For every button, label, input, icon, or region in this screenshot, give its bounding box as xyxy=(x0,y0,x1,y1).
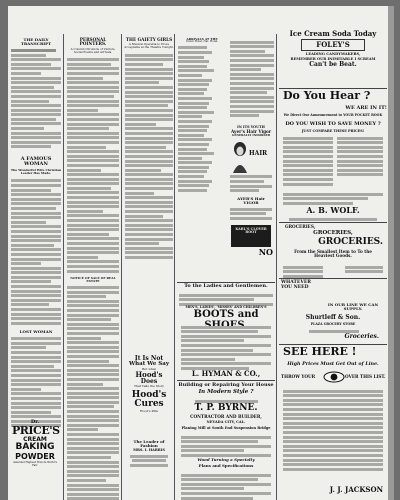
throw-your-line: THROW YOUR xyxy=(281,374,316,379)
boots-and-shoes-headline: BOOTS and xyxy=(193,309,259,320)
remember-line: REMEMBER OUR INIMITABLE I SCREAM xyxy=(290,57,376,62)
plaza-grocery-line: PLAZA GROCERY STORE xyxy=(310,322,356,326)
column-rule xyxy=(121,34,122,500)
personal-pointers-sub: A Column Chronicle of Visitors, Social Events and Arrivals. xyxy=(70,46,116,54)
column-1 xyxy=(10,34,62,500)
short-headline: LOST WOMAN xyxy=(19,329,53,335)
column-rule xyxy=(174,34,175,500)
ad-line: KARL'S CLOVER ROOT xyxy=(235,226,267,235)
cant-be-beat-line: Can't be Beat. xyxy=(309,61,357,69)
column-2 xyxy=(66,34,120,500)
story-headline: A FAMOUS WOMAN xyxy=(20,156,52,168)
masthead: THE DAILY TRANSCRIPT xyxy=(20,37,52,47)
shurtleff-headline: Shurtleff & Son. xyxy=(305,314,361,321)
ad-line: Does xyxy=(140,377,158,385)
gaiety-girls-headline: THE GAIETY GIRLS xyxy=(125,37,173,42)
notice-headline: NOTICE OF SALE OF REAL ESTATE xyxy=(70,276,116,284)
planing-mill-line: Planing Mill at South End Suspension Bridge xyxy=(181,426,271,430)
ad-line: CREAM xyxy=(23,435,47,443)
nevada-city-line: NEVADA CITY, CAL. xyxy=(206,420,246,424)
high-prices-line: High Prices Must Get Out of Line. xyxy=(287,361,379,367)
groceries-line-1: GROCERIES, xyxy=(285,224,316,229)
wood-turning-line: Wood Turning a Specialty xyxy=(197,457,255,462)
foleys-brand: FOLEY'S xyxy=(301,39,365,50)
column-4 xyxy=(177,34,275,500)
column-rule xyxy=(63,34,64,500)
plans-line: Plans and Specifications xyxy=(198,463,254,468)
personal-pointers-headline: PERSONAL POINTERS. xyxy=(79,37,107,47)
compare-prices-line: JUST COMPARE THESE PRICES! xyxy=(301,129,365,133)
fashion-ad xyxy=(125,440,173,468)
do-you-hear-headline: Do You Hear ? xyxy=(283,89,371,102)
shoes-subhead: MEN'S, LADIES', 'MISSES' AND CHILDREN'S xyxy=(185,305,267,309)
we-are-in-it-line: WE ARE IN IT! xyxy=(345,105,387,111)
save-money-headline: DO YOU WISH TO SAVE MONEY ? xyxy=(285,121,381,127)
byrne-headline: T. P. BYRNE. xyxy=(194,403,258,413)
smallest-item-line: From the Smallest Item to To the Heaviest Goods. xyxy=(294,249,372,259)
hyman-headline: L. HYMAN & CO., xyxy=(191,369,261,378)
contractor-line: CONTRACTOR AND BUILDER, xyxy=(190,414,262,419)
newspaper-page xyxy=(8,6,392,500)
ad-brand: PRICE'S xyxy=(12,424,60,438)
ad-line: What We Say xyxy=(128,361,170,368)
page-edge-shadow xyxy=(388,6,394,500)
arrivals-headline: ARRIVALS AT THE xyxy=(186,37,218,41)
ad-line: HAIR xyxy=(249,149,268,157)
ad-brand: Hood's xyxy=(135,370,163,380)
column-5 xyxy=(279,28,387,494)
groceries-line-2: GROCERIES, xyxy=(313,230,353,236)
ayers-hair-vigor-ad xyxy=(229,126,273,278)
price-baking-powder-ad xyxy=(12,420,58,498)
ad-brand: Hood's xyxy=(131,389,167,400)
building-headline: Building or Repairing Your House xyxy=(178,382,274,388)
ladies-headline: To the Ladies and Gentlemen. xyxy=(184,283,268,289)
eye-icon xyxy=(323,371,345,383)
see-here-headline: SEE HERE ! xyxy=(283,345,357,358)
karls-clover-ad xyxy=(231,225,271,247)
ad-line: Cures xyxy=(134,399,164,410)
column-rule xyxy=(276,34,277,500)
ad-line: GENERALLY INDORSED xyxy=(231,132,271,137)
hoods-ad xyxy=(125,356,173,436)
our-line-supply: IN OUR LINE WE CAN SUPPLY. xyxy=(327,302,379,312)
over-this-list-line: OVER THIS LIST. xyxy=(345,374,386,379)
ad-line: It Is Not xyxy=(134,355,164,362)
ad-note: Awarded Highest Honors World's Fair. xyxy=(13,460,57,467)
ad-line: The Leader of Fashion xyxy=(133,439,165,449)
groceries-script: Groceries. xyxy=(344,333,379,340)
story-subhead: The Wonderful Wife Christian Leader Has Made. xyxy=(10,167,62,175)
whatever-you-need: WHATEVER YOU NEED xyxy=(281,280,311,290)
ad-brand: AYER'S Hair VIGOR xyxy=(237,195,265,206)
leading-candymakers: LEADING CANDYMAKERS, xyxy=(305,51,361,56)
ad-line: Hood's Pills xyxy=(140,408,158,413)
ad-line: BAKING xyxy=(15,442,55,453)
pocket-book-line: We Direct Our Announcement to YOUR POCKET BOOK xyxy=(283,113,383,117)
ad-line: Dr. xyxy=(30,419,40,425)
ad-line: POWDER xyxy=(15,451,55,461)
ad-line: But what xyxy=(142,367,156,372)
ad-line: MRS. I. HARRIS xyxy=(133,448,165,453)
jackson-headline: J. J. JACKSON xyxy=(329,485,383,494)
arrivals-sub: Union Hotel, Nat. Hotel. xyxy=(185,40,219,44)
ad-line: NO xyxy=(258,246,273,257)
ad-brand: Ayer's Hair Vigor xyxy=(230,128,272,134)
ad-line: That Tells the Story xyxy=(134,383,164,388)
groceries-line-3: GROCERIES. xyxy=(318,237,383,247)
ad-line: IN ITS YOUTH xyxy=(237,125,265,129)
wolf-headline: A. B. WOLF. xyxy=(306,205,360,215)
modern-style-headline: In Modern Style ? xyxy=(198,389,254,395)
gaiety-girls-sub: A Musical Operetta to Prove Acceptable at the Theatre Tonight. xyxy=(124,42,174,50)
ice-cream-soda-headline: Ice Cream Soda Today xyxy=(289,29,377,38)
